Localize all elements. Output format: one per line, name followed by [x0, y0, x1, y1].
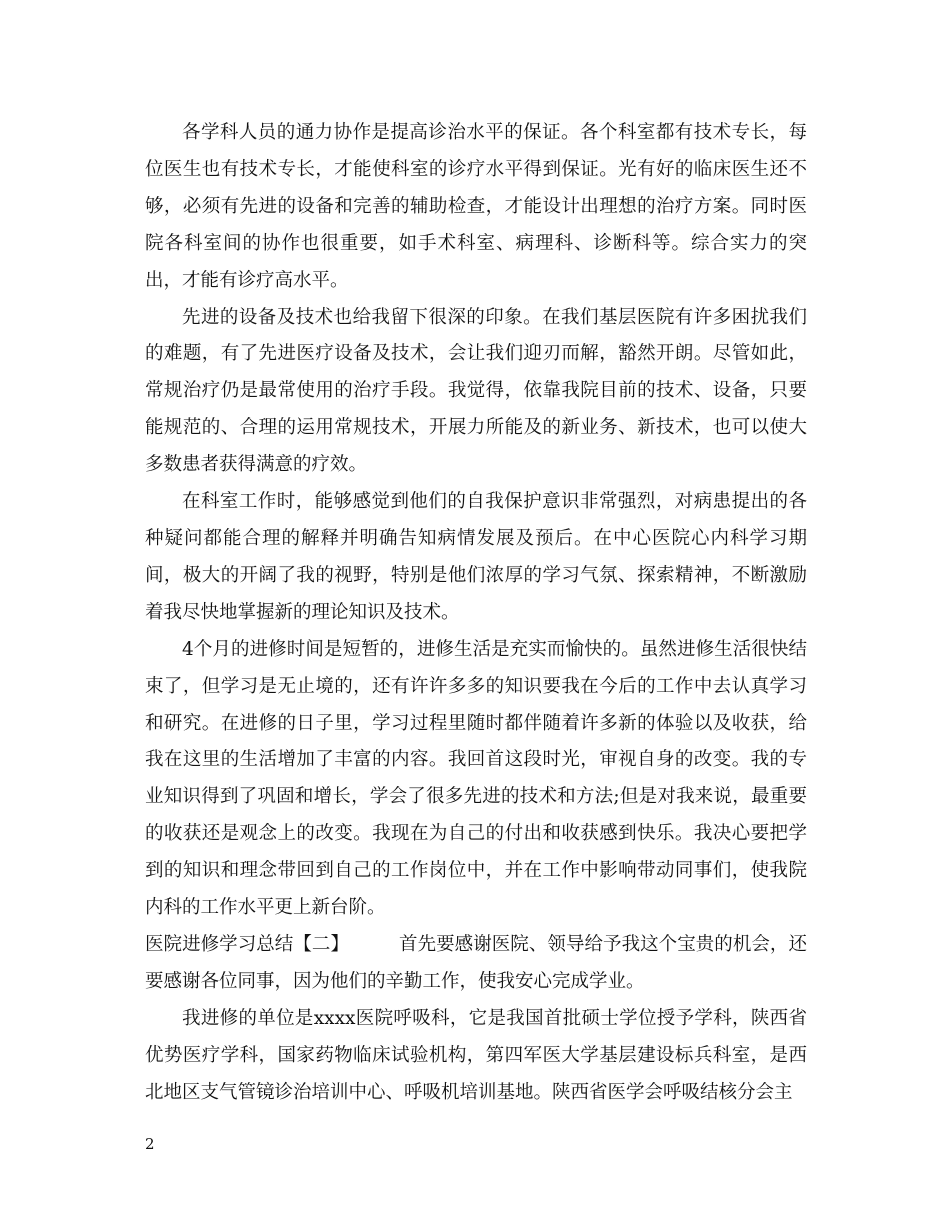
section-two-paragraph [145, 927, 807, 1001]
paragraph-department-work: 在科室工作时，能够感觉到他们的自我保护意识非常强烈，对病患提出的各种疑问都能合理的解释并明确告知病情发展及预后。在中心医院心内科学习期间，极大的开阔了我的视野，特别是他们浓厚的学习气氛、探索精神，不断激励着我尽快地掌握新的理论知识及技术。 [145, 491, 807, 623]
paragraph-training-unit: 我进修的单位是xxxx医院呼吸科，它是我国首批硕士学位授予学科，陕西省优势医疗学科，国家药物临床试验机构，第四军医大学基层建设标兵科室，是西北地区支气管镜诊治培训中心、呼吸机培训基地。陕西省医学会呼吸结核分会主 [145, 1007, 807, 1103]
paragraph-four-months: 4个月的进修时间是短暂的，进修生活是充实而愉快的。虽然进修生活很快结束了，但学习是无止境的，还有许许多多的知识要我在今后的工作中去认真学习和研究。在进修的日子里，学习过程里随时都伴随着许多新的体验以及收获，给我在这里的生活增加了丰富的内容。我回首这段时光，审视自身的改变。我的专业知识得到了巩固和增长，学会了很多先进的技术和方法;但是对我来说，最重要的收获还是观念上的改变。我现在为自己的付出和收获感到快乐。我决心要把学到的知识和理念带回到自己的工作岗位中，并在工作中影响带动同事们，使我院内科的工作水平更上新台阶。 [145, 638, 807, 919]
document-body [145, 115, 807, 1111]
page-number: 2 [145, 1135, 155, 1153]
section-intro: 首先要感谢医院、领导给予我这个宝贵的机会，还要感谢各位同事，因为他们的辛勤工作，使我安心完成学业。 [145, 933, 807, 992]
paragraph-collaboration: 各学科人员的通力协作是提高诊治水平的保证。各个科室都有技术专长，每位医生也有技术专长，才能使科室的诊疗水平得到保证。光有好的临床医生还不够，必须有先进的设备和完善的辅助检查，才能设计出理想的治疗方案。同时医院各科室间的协作也很重要，如手术科室、病理科、诊断科等。综合实力的突出，才能有诊疗高水平。 [145, 122, 807, 291]
paragraph-equipment: 先进的设备及技术也给我留下很深的印象。在我们基层医院有许多困扰我们的难题，有了先进医疗设备及技术，会让我们迎刃而解，豁然开朗。尽管如此，常规治疗仍是最常使用的治疗手段。我觉得，依靠我院目前的技术、设备，只要能规范的、合理的运用常规技术，开展力所能及的新业务、新技术，也可以使大多数患者获得满意的疗效。 [145, 306, 807, 476]
section-heading: 医院进修学习总结【二】 [145, 933, 349, 955]
